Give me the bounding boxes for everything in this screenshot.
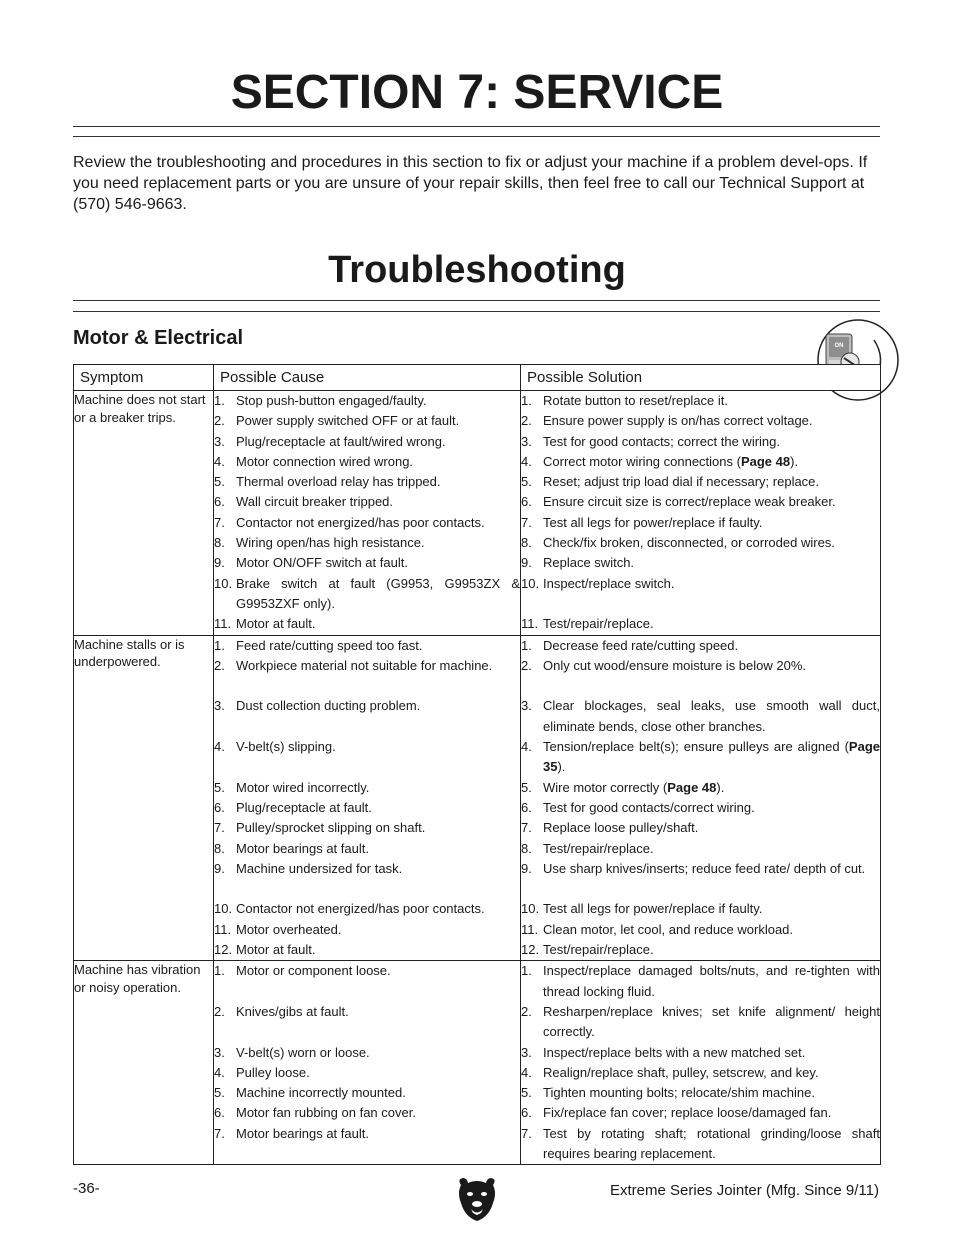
item-number: 4. bbox=[214, 739, 225, 755]
solution-item bbox=[521, 920, 880, 940]
item-text-main: Wire motor correctly ( bbox=[543, 779, 668, 795]
solution-item bbox=[521, 961, 880, 1002]
item-text bbox=[543, 432, 880, 452]
item-text bbox=[236, 533, 520, 553]
item-text bbox=[543, 553, 880, 573]
item-number: 12. bbox=[214, 942, 233, 958]
item-text bbox=[543, 859, 880, 879]
item-text-after: ). bbox=[557, 759, 566, 775]
item-number: 9. bbox=[214, 555, 225, 571]
item-number: 5. bbox=[521, 1085, 532, 1101]
item-text-main: Wall circuit breaker tripped. bbox=[236, 494, 394, 510]
item-text bbox=[236, 432, 520, 452]
cause-item bbox=[214, 1103, 520, 1123]
cause-list bbox=[214, 961, 520, 1144]
item-text-main: Rotate button to reset/replace it. bbox=[543, 393, 728, 408]
item-text bbox=[236, 839, 520, 859]
item-text bbox=[543, 1124, 880, 1165]
item-text-main: Motor at fault. bbox=[236, 942, 316, 958]
cause-item bbox=[214, 636, 520, 656]
item-text-main: Thermal overload relay has tripped. bbox=[236, 474, 441, 490]
solution-item bbox=[521, 778, 880, 798]
item-text bbox=[236, 859, 520, 879]
item-text bbox=[236, 452, 520, 472]
item-text bbox=[543, 1063, 880, 1083]
solution-list bbox=[521, 961, 880, 1164]
item-text bbox=[543, 614, 880, 634]
item-text-main: Motor connection wired wrong. bbox=[236, 453, 414, 469]
item-text bbox=[236, 961, 520, 981]
cause-item bbox=[214, 899, 520, 919]
item-number: 6. bbox=[521, 1105, 532, 1121]
item-text-main: Test/repair/replace. bbox=[543, 616, 654, 632]
item-text-main: Test/repair/replace. bbox=[543, 942, 654, 958]
item-text-main: V-belt(s) slipping. bbox=[236, 739, 336, 755]
item-number: 7. bbox=[214, 514, 225, 530]
item-text-main: Correct motor wiring connections ( bbox=[543, 453, 741, 469]
item-text bbox=[236, 614, 520, 634]
item-number: 3. bbox=[214, 1044, 225, 1060]
item-text bbox=[543, 1083, 880, 1103]
cause-item bbox=[214, 553, 520, 573]
item-text-main: Realign/replace shaft, pulley, setscrew, and key. bbox=[543, 1064, 819, 1080]
cause-item bbox=[214, 696, 520, 737]
cause-item bbox=[214, 1063, 520, 1083]
cause-item bbox=[214, 778, 520, 798]
item-text bbox=[236, 1083, 520, 1103]
cause-list bbox=[214, 636, 520, 961]
solution-item bbox=[521, 696, 880, 737]
solution-item bbox=[521, 614, 880, 634]
troubleshooting-title: Troubleshooting bbox=[328, 249, 626, 291]
solution-list bbox=[521, 391, 880, 635]
solution-item bbox=[521, 391, 880, 411]
item-text-main: Contactor not energized/has poor contacts. bbox=[236, 514, 485, 530]
item-text-main: Motor ON/OFF switch at fault. bbox=[236, 555, 408, 571]
item-text-main: Plug/receptacle at fault. bbox=[236, 799, 372, 815]
solution-item bbox=[521, 533, 880, 553]
item-text-main: V-belt(s) worn or loose. bbox=[236, 1044, 370, 1060]
item-text bbox=[543, 1043, 880, 1063]
cause-item bbox=[214, 798, 520, 818]
item-number: 10. bbox=[214, 901, 233, 917]
cause-item bbox=[214, 452, 520, 472]
item-text bbox=[543, 492, 880, 512]
item-text-main: Inspect/replace switch. bbox=[543, 575, 675, 591]
item-text-main: Check/fix broken, disconnected, or corroded wires. bbox=[543, 535, 835, 551]
item-text-main: Motor bearings at fault. bbox=[236, 840, 369, 856]
item-number: 11. bbox=[521, 921, 539, 937]
item-number: 5. bbox=[521, 779, 532, 795]
cause-item bbox=[214, 961, 520, 1002]
table-row bbox=[74, 635, 881, 961]
item-text bbox=[236, 696, 520, 716]
item-number: 6. bbox=[521, 494, 532, 510]
item-text-main: Dust collection ducting problem. bbox=[236, 698, 421, 714]
item-text-main: Only cut wood/ensure moisture is below 20%. bbox=[543, 657, 807, 673]
item-text bbox=[236, 1124, 520, 1144]
item-text-main: Ensure power supply is on/has correct voltage. bbox=[543, 413, 813, 429]
solution-item bbox=[521, 1002, 880, 1043]
item-text bbox=[236, 391, 520, 411]
item-number: 9. bbox=[214, 860, 225, 876]
item-text-main: Test by rotating shaft; rotational grinding/loose shaft requires bearing replacement. bbox=[543, 1125, 880, 1161]
item-number: 3. bbox=[521, 1044, 532, 1060]
cause-item bbox=[214, 432, 520, 452]
symptom-cell: Machine does not start or a breaker trips. bbox=[74, 391, 214, 636]
item-text bbox=[543, 636, 880, 656]
item-text-main: Use sharp knives/inserts; reduce feed rate/ depth of cut. bbox=[543, 860, 866, 876]
item-text bbox=[543, 696, 880, 737]
cause-item bbox=[214, 513, 520, 533]
header-possible-cause: Possible Cause bbox=[214, 365, 521, 391]
item-text bbox=[543, 940, 880, 960]
cause-item bbox=[214, 859, 520, 900]
item-text bbox=[236, 1063, 520, 1083]
item-number: 7. bbox=[521, 514, 532, 530]
item-text-main: Machine undersized for task. bbox=[236, 860, 403, 876]
item-number: 6. bbox=[521, 799, 532, 815]
item-text bbox=[236, 818, 520, 838]
possible-solution-cell bbox=[521, 391, 881, 636]
troubleshooting-rule-top bbox=[73, 300, 880, 301]
title-rule-bottom bbox=[73, 136, 880, 137]
solution-item bbox=[521, 1083, 880, 1103]
item-text-main: Wiring open/has high resistance. bbox=[236, 535, 425, 551]
item-text bbox=[236, 553, 520, 573]
item-text-main: Test all legs for power/replace if faulty. bbox=[543, 514, 763, 530]
solution-item bbox=[521, 452, 880, 472]
cause-item bbox=[214, 737, 520, 778]
item-number: 2. bbox=[521, 657, 532, 673]
item-number: 5. bbox=[214, 779, 225, 795]
possible-cause-cell bbox=[214, 635, 521, 961]
item-text bbox=[543, 839, 880, 859]
cause-item bbox=[214, 1002, 520, 1043]
solution-item bbox=[521, 940, 880, 960]
item-text-main: Reset; adjust trip load dial if necessary; replace. bbox=[543, 474, 820, 490]
item-text bbox=[236, 636, 520, 656]
item-text bbox=[543, 737, 880, 778]
item-number: 7. bbox=[214, 820, 225, 836]
item-text bbox=[543, 656, 880, 676]
cause-item bbox=[214, 818, 520, 838]
item-text-main: Machine incorrectly mounted. bbox=[236, 1085, 406, 1101]
section-title: SECTION 7: SERVICE bbox=[230, 66, 724, 119]
cause-item bbox=[214, 920, 520, 940]
item-text-after: ). bbox=[790, 453, 799, 469]
item-text-main: Motor wired incorrectly. bbox=[236, 779, 370, 795]
item-text bbox=[236, 778, 520, 798]
item-number: 10. bbox=[521, 575, 540, 591]
item-text bbox=[236, 574, 520, 615]
item-number: 1. bbox=[214, 393, 225, 408]
item-text bbox=[543, 411, 880, 431]
item-text-main: Knives/gibs at fault. bbox=[236, 1003, 349, 1019]
item-number: 8. bbox=[214, 535, 225, 551]
item-text-main: Resharpen/replace knives; set knife alignment/ height correctly. bbox=[543, 1003, 880, 1040]
solution-item bbox=[521, 859, 880, 900]
item-number: 3. bbox=[521, 698, 532, 714]
item-number: 4. bbox=[521, 739, 532, 755]
item-text-main: Contactor not energized/has poor contacts. bbox=[236, 901, 485, 917]
solution-item bbox=[521, 574, 880, 615]
troubleshooting-rule-bottom bbox=[73, 311, 880, 312]
item-text-main: Clear blockages, seal leaks, use smooth wall duct, eliminate bends, close other branches. bbox=[543, 698, 880, 734]
item-number: 7. bbox=[521, 820, 532, 836]
switch-on-label: ON bbox=[834, 343, 844, 349]
cause-item bbox=[214, 614, 520, 634]
item-text bbox=[543, 778, 880, 798]
cause-list bbox=[214, 391, 520, 635]
item-number: 3. bbox=[214, 698, 225, 714]
possible-solution-cell bbox=[521, 635, 881, 961]
item-text bbox=[543, 818, 880, 838]
cause-item bbox=[214, 472, 520, 492]
item-text-main: Plug/receptacle at fault/wired wrong. bbox=[236, 433, 446, 449]
header-symptom: Symptom bbox=[74, 365, 214, 391]
item-text bbox=[236, 1002, 520, 1022]
item-number: 1. bbox=[521, 637, 532, 653]
symptom-cell: Machine stalls or is underpowered. bbox=[74, 635, 214, 961]
subsection-title: Motor & Electrical bbox=[73, 327, 244, 349]
item-text-main: Test all legs for power/replace if faulty. bbox=[543, 901, 763, 917]
solution-item bbox=[521, 432, 880, 452]
item-text bbox=[236, 940, 520, 960]
item-text bbox=[543, 1002, 880, 1043]
item-text bbox=[543, 513, 880, 533]
item-text-main: Clean motor, let cool, and reduce workload. bbox=[543, 921, 794, 937]
item-number: 2. bbox=[214, 1003, 225, 1019]
item-number: 11. bbox=[214, 921, 232, 937]
item-text-main: Pulley/sprocket slipping on shaft. bbox=[236, 820, 426, 836]
solution-item bbox=[521, 839, 880, 859]
item-text bbox=[236, 737, 520, 757]
table-row bbox=[74, 391, 881, 636]
item-text-main: Decrease feed rate/cutting speed. bbox=[543, 637, 739, 653]
cause-item bbox=[214, 1083, 520, 1103]
intro-paragraph: Review the troubleshooting and procedures in this section to fix or adjust your machine if a problem devel-ops. If you need replacement parts or you are unsure of your repair skills, then feel free to call our Technical Support at (570) 546-9663. bbox=[73, 154, 868, 213]
item-number: 10. bbox=[214, 575, 233, 591]
solution-item bbox=[521, 1063, 880, 1083]
item-text bbox=[236, 1043, 520, 1063]
solution-item bbox=[521, 553, 880, 573]
item-text bbox=[543, 961, 880, 1002]
item-number: 1. bbox=[521, 963, 532, 979]
item-text bbox=[543, 574, 880, 594]
bear-head-logo bbox=[455, 1175, 499, 1223]
cause-item bbox=[214, 1043, 520, 1063]
item-number: 11. bbox=[214, 616, 232, 632]
item-text bbox=[236, 513, 520, 533]
item-number: 6. bbox=[214, 1105, 225, 1121]
item-text bbox=[236, 899, 520, 919]
item-number: 7. bbox=[214, 1125, 225, 1141]
possible-cause-cell bbox=[214, 391, 521, 636]
item-text-main: Test/repair/replace. bbox=[543, 840, 654, 856]
item-text bbox=[543, 452, 880, 472]
table-header-row bbox=[74, 365, 881, 391]
item-number: 9. bbox=[521, 860, 532, 876]
item-text-main: Inspect/replace damaged bolts/nuts, and re-tighten with thread locking fluid. bbox=[543, 963, 880, 999]
item-text bbox=[236, 656, 520, 676]
cause-item bbox=[214, 574, 520, 615]
item-text bbox=[543, 1103, 880, 1123]
item-text-main: Brake switch at fault (G9953, G9953ZX & G9953ZXF only). bbox=[236, 575, 520, 611]
solution-item bbox=[521, 472, 880, 492]
item-text-main: Motor or component loose. bbox=[236, 963, 391, 979]
solution-item bbox=[521, 1043, 880, 1063]
item-number: 1. bbox=[521, 393, 532, 408]
item-text-main: Workpiece material not suitable for machine. bbox=[236, 657, 493, 673]
item-number: 2. bbox=[521, 413, 532, 429]
item-number: 2. bbox=[214, 413, 225, 429]
document-title: Extreme Series Jointer (Mfg. Since 9/11) bbox=[610, 1182, 879, 1199]
solution-list bbox=[521, 636, 880, 961]
item-text bbox=[543, 533, 880, 553]
item-text-main: Inspect/replace belts with a new matched set. bbox=[543, 1044, 806, 1060]
item-text-main: Tighten mounting bolts; relocate/shim machine. bbox=[543, 1085, 815, 1101]
item-text-main: Motor overheated. bbox=[236, 921, 342, 937]
item-number: 1. bbox=[214, 637, 225, 653]
item-text-main: Motor fan rubbing on fan cover. bbox=[236, 1105, 416, 1121]
solution-item bbox=[521, 492, 880, 512]
item-text-main: Replace loose pulley/shaft. bbox=[543, 820, 699, 836]
item-number: 2. bbox=[214, 657, 225, 673]
symptom-cell: Machine has vibration or noisy operation. bbox=[74, 961, 214, 1165]
item-number: 4. bbox=[214, 453, 225, 469]
page-reference: Page 48 bbox=[740, 453, 791, 469]
item-text bbox=[236, 1103, 520, 1123]
item-text-main: Test for good contacts; correct the wiring. bbox=[543, 433, 780, 449]
item-text-main: Replace switch. bbox=[543, 555, 635, 571]
item-text bbox=[236, 920, 520, 940]
item-number: 8. bbox=[521, 840, 532, 856]
item-number: 8. bbox=[521, 535, 532, 551]
solution-item bbox=[521, 798, 880, 818]
solution-item bbox=[521, 513, 880, 533]
item-text-after: ). bbox=[716, 779, 725, 795]
cause-item bbox=[214, 492, 520, 512]
item-number: 5. bbox=[214, 474, 225, 490]
item-text bbox=[236, 472, 520, 492]
item-text bbox=[236, 492, 520, 512]
item-text-main: Feed rate/cutting speed too fast. bbox=[236, 637, 423, 653]
cause-item bbox=[214, 656, 520, 697]
cause-item bbox=[214, 411, 520, 431]
item-number: 3. bbox=[214, 433, 225, 449]
item-number: 12. bbox=[521, 942, 540, 958]
item-number: 1. bbox=[214, 963, 225, 979]
item-number: 7. bbox=[521, 1125, 532, 1141]
item-text bbox=[543, 899, 880, 919]
item-number: 4. bbox=[521, 453, 532, 469]
troubleshooting-table bbox=[73, 364, 881, 1165]
item-number: 4. bbox=[214, 1064, 225, 1080]
cause-item bbox=[214, 839, 520, 859]
item-number: 2. bbox=[521, 1003, 532, 1019]
cause-item bbox=[214, 940, 520, 960]
solution-item bbox=[521, 737, 880, 778]
item-text bbox=[543, 472, 880, 492]
solution-item bbox=[521, 1103, 880, 1123]
item-text bbox=[236, 798, 520, 818]
solution-item bbox=[521, 1124, 880, 1165]
possible-cause-cell bbox=[214, 961, 521, 1165]
item-number: 5. bbox=[521, 474, 532, 490]
page-number: -36- bbox=[73, 1180, 100, 1197]
cause-item bbox=[214, 391, 520, 411]
item-number: 6. bbox=[214, 494, 225, 510]
item-text-main: Test for good contacts/correct wiring. bbox=[543, 799, 755, 815]
cause-item bbox=[214, 1124, 520, 1144]
title-rule-top bbox=[73, 126, 880, 127]
page-reference: Page 35 bbox=[543, 739, 880, 775]
table-row bbox=[74, 961, 881, 1165]
item-text-main: Fix/replace fan cover; replace loose/damaged fan. bbox=[543, 1105, 832, 1121]
solution-item bbox=[521, 899, 880, 919]
item-text bbox=[236, 411, 520, 431]
item-text-main: Tension/replace belt(s); ensure pulleys are aligned ( bbox=[543, 739, 849, 755]
solution-item bbox=[521, 656, 880, 697]
header-possible-solution: Possible Solution bbox=[521, 365, 881, 391]
item-text bbox=[543, 798, 880, 818]
item-number: 4. bbox=[521, 1064, 532, 1080]
item-text-main: Motor bearings at fault. bbox=[236, 1125, 369, 1141]
item-text bbox=[543, 391, 880, 411]
item-number: 10. bbox=[521, 901, 540, 917]
item-number: 9. bbox=[521, 555, 532, 571]
cause-item bbox=[214, 533, 520, 553]
item-text-main: Motor at fault. bbox=[236, 616, 316, 632]
solution-item bbox=[521, 636, 880, 656]
solution-item bbox=[521, 411, 880, 431]
item-number: 6. bbox=[214, 799, 225, 815]
item-text-main: Pulley loose. bbox=[236, 1064, 310, 1080]
item-text-main: Stop push-button engaged/faulty. bbox=[236, 393, 427, 408]
item-number: 5. bbox=[214, 1085, 225, 1101]
possible-solution-cell bbox=[521, 961, 881, 1165]
item-text bbox=[543, 920, 880, 940]
item-text-main: Power supply switched OFF or at fault. bbox=[236, 413, 460, 429]
item-text-main: Ensure circuit size is correct/replace weak breaker. bbox=[543, 494, 836, 510]
item-number: 11. bbox=[521, 616, 539, 632]
item-number: 3. bbox=[521, 433, 532, 449]
solution-item bbox=[521, 818, 880, 838]
page-reference: Page 48 bbox=[667, 779, 717, 795]
item-number: 8. bbox=[214, 840, 225, 856]
